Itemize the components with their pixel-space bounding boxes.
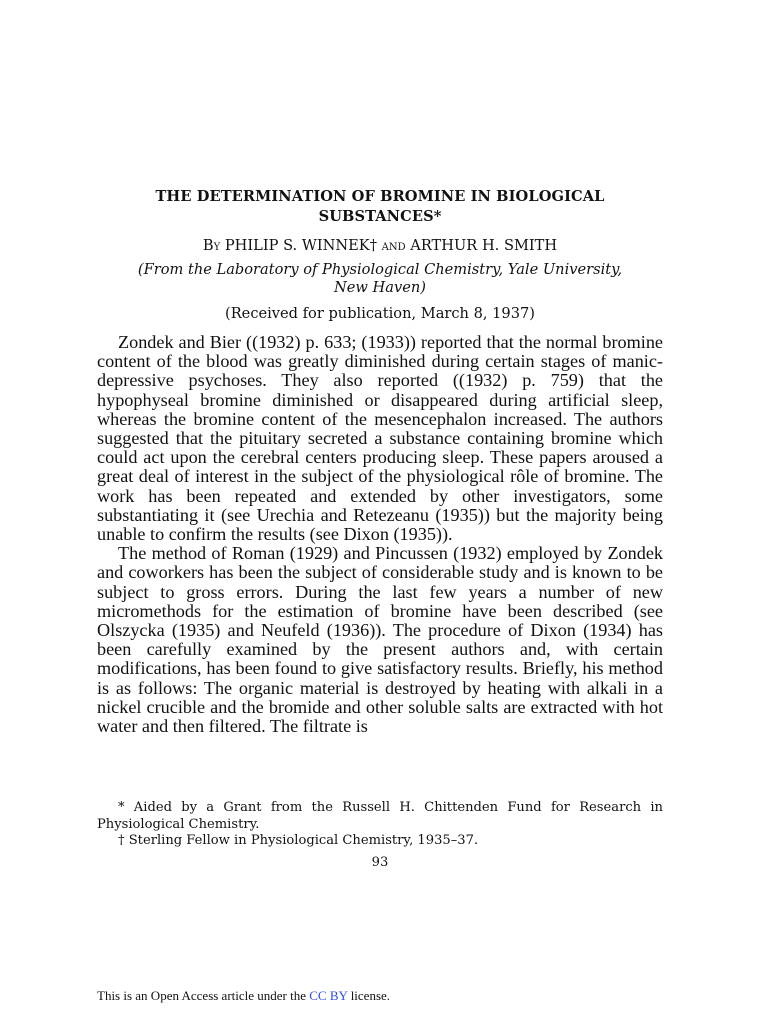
footnotes: [97, 800, 663, 850]
by-label: By: [202, 237, 221, 254]
and-label: and: [381, 237, 406, 254]
page-number: 93: [371, 855, 389, 870]
author-1: PHILIP S. WINNEK†: [224, 237, 377, 254]
title-line-1: THE DETERMINATION OF BROMINE IN BIOLOGICAL: [155, 188, 605, 205]
body-paragraph-1: Zondek and Bier ((1932) p. 633; (1933)) reported that the normal bromine content of the blood was greatly diminished during certain stages of manic-depressive psychoses. They also reported ((1932) p. 759) that the hypophyseal bromine diminished or disappeared during artificial sleep, whereas the bromine content of the mesencephalon increased. The authors suggested that the pituitary secreted a substance containing bromine which could act upon the cerebral centers producing sleep. These papers aroused a great deal of interest in the subject of the physiological rôle of bromine. The work has been repeated and extended by other investigators, some substantiating it (see Urechia and Retezeanu (1935)) but the majority being unable to confirm the results (see Dixon (1935)).: [97, 332, 663, 545]
license-notice: [97, 988, 657, 1004]
title-line-2: SUBSTANCES*: [318, 208, 442, 225]
footnote-fellow: † Sterling Fellow in Physiological Chemistry, 1935–37.: [118, 833, 479, 848]
received-date: (Received for publication, March 8, 1937): [225, 305, 535, 322]
affiliation: [97, 261, 663, 296]
author-2: ARTHUR H. SMITH: [410, 237, 558, 254]
affiliation-line-2: New Haven): [334, 278, 426, 296]
footnote-grant: * Aided by a Grant from the Russell H. Chittenden Fund for Research in Physiological Chemistry.: [97, 800, 663, 832]
article-body: [97, 333, 663, 736]
license-suffix: license.: [350, 988, 391, 1003]
body-paragraph-2: The method of Roman (1929) and Pincussen (1932) employed by Zondek and coworkers has been the subject of considerable study and is known to be subject to gross errors. During the last few years a number of new micromethods for the estimation of bromine have been described (see Olszycka (1935) and Neufeld (1936)). The procedure of Dixon (1934) has been carefully examined by the present authors and, with certain modifications, has been found to give satisfactory results. Briefly, his method is as follows: The organic material is destroyed by heating with alkali in a nickel crucible and the bromide and other soluble salts are extracted with hot water and then filtered. The filtrate is: [97, 543, 663, 737]
author-line: [97, 237, 663, 255]
article-title: [97, 187, 663, 227]
affiliation-line-1: (From the Laboratory of Physiological Chemistry, Yale University,: [137, 261, 623, 278]
cc-by-link[interactable]: CC BY: [309, 988, 348, 1003]
license-prefix: This is an Open Access article under the: [97, 988, 307, 1003]
